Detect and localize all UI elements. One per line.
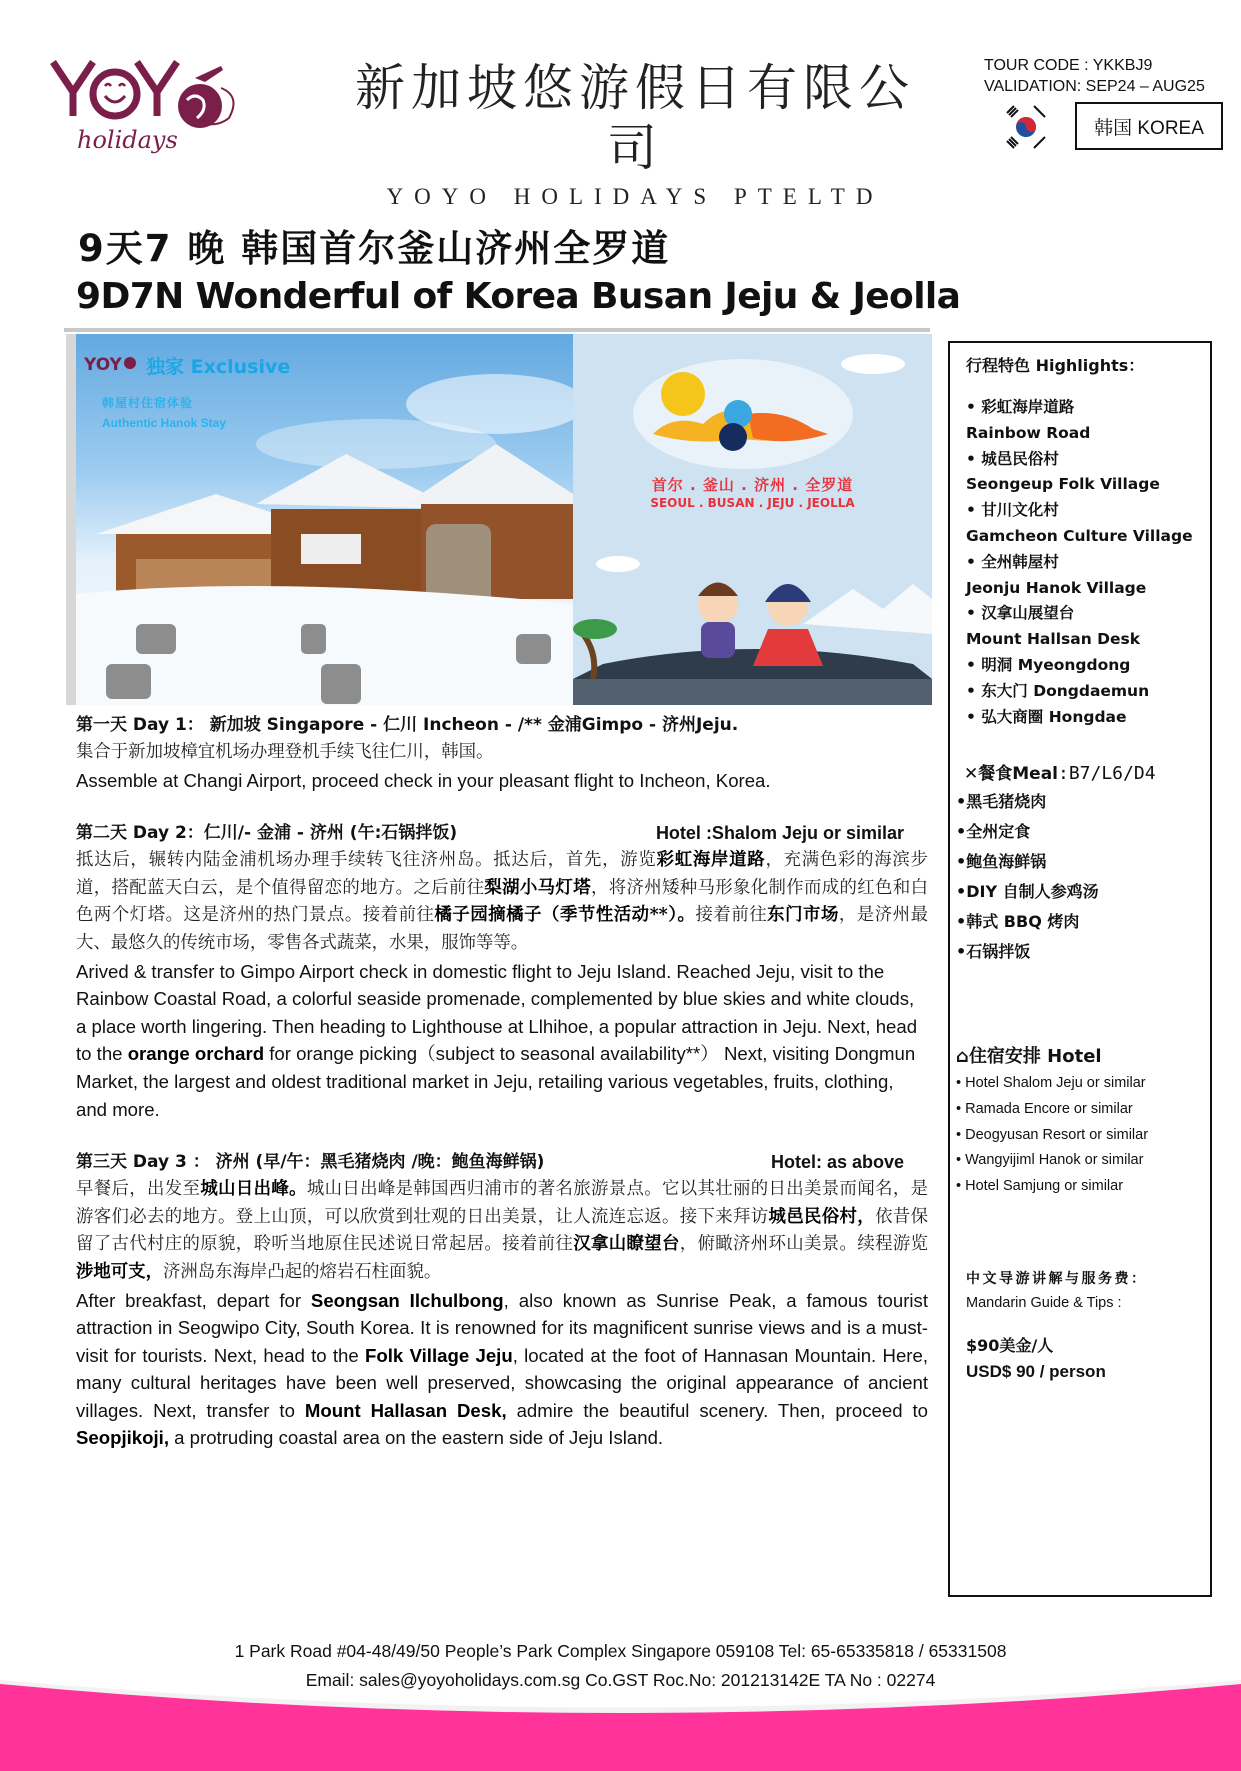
meal-item: •黑毛猪烧肉 [956, 792, 1047, 811]
emphasis-text: 梨湖小马灯塔 [484, 877, 591, 898]
day-1 [76, 712, 928, 794]
tour-code: TOUR CODE : YKKBJ9 [984, 57, 1153, 74]
guide-price-cn: $90美金/人 [966, 1336, 1054, 1355]
body-text: 济洲岛东海岸凸起的熔岩石柱面貌。 [162, 1261, 442, 1282]
body-text: After breakfast, depart for [76, 1289, 311, 1311]
footer-address: 1 Park Road #04-48/49/50 People’s Park Complex Singapore 059108 Tel: 65-65335818 / 65331508 [234, 1641, 1007, 1661]
exclusive-label: 独家 Exclusive [146, 355, 291, 378]
day-hotel: Hotel: as above [770, 1152, 904, 1173]
route-illustration [573, 334, 932, 705]
highlight-item: • 城邑民俗村 [966, 449, 1059, 468]
highlight-item: Gamcheon Culture Village [966, 526, 1193, 545]
body-text: ，充满色彩的海滨步道，搭配蓝天白云，是个值得留恋的地方。之后前往 [76, 850, 928, 898]
svg-text:holidays: holidays [77, 126, 178, 154]
meal-section [950, 761, 1210, 967]
meal-item: •韩式 BBQ 烤肉 [956, 912, 1080, 931]
highlight-item: Mount Hallsan Desk [966, 630, 1141, 649]
highlights-title: 行程特色 Highlights： [966, 356, 1145, 375]
hotel-item: • Hotel Shalom Jeju or similar [956, 1075, 1146, 1091]
hotel-item: • Deogyusan Resort or similar [956, 1126, 1149, 1143]
meal-item: •鲍鱼海鲜锅 [956, 852, 1047, 871]
itinerary [76, 712, 928, 1478]
day-title: 第三天 Day 3 ： 济州 (早/午：黑毛猪烧肉 /晚：鲍鱼海鲜锅) [76, 1152, 545, 1173]
body-text: 依昔保留了古代村庄的原貌，聆听当地原住民述说日常起居。接着前往 [76, 1206, 928, 1255]
day-desc-cn [76, 739, 928, 767]
day-title: 第二天 Day 2：仁川/- 金浦 - 济州 (午:石锅拌饭) [76, 823, 458, 844]
body-text: 抵达后，辗转内陆金浦机场办理手续转飞往济州岛。抵达后，首先，游览 [76, 850, 657, 871]
hotel-item: • Hotel Samjung or similar [956, 1178, 1124, 1195]
emphasis-text: 东门市场 [767, 905, 839, 926]
meal-title: ✕餐食Meal:B7/L6/D4 [964, 763, 1156, 784]
tour-title-cn: 9天7 晚 韩国首尔釜山济州全罗道 [78, 227, 671, 270]
highlight-item: • 甘川文化村 [966, 501, 1059, 520]
footer-email: Email: sales@yoyoholidays.com.sg Co.GST Roc.No: 201213142E TA No : 02274 [305, 1670, 936, 1690]
south-korea-flag-icon [1003, 104, 1049, 150]
body-text: Arived & transfer to Gimpo Airport check in domestic flight to Jeju Island. Reached Jeju, visit to the Rainbow Coastal Road, a colorful seaside promenade, complemented by blue skies and white clouds, a place worth lingering. Then heading to Lighthouse at Llhihoe, a popular attraction in Jeju. Next, head to the [76, 960, 918, 1065]
hanok-stay-en: Authentic Hanok Stay [102, 416, 227, 430]
highlight-item: • 东大门 Dongdaemun [966, 681, 1150, 700]
body-text: Assemble at Changi Airport, proceed check in your pleasant flight to Incheon, Korea. [76, 769, 771, 791]
day-heading [76, 712, 928, 739]
fork-knife-icon: ✕ [964, 764, 979, 784]
svg-text:YOY: YOY [84, 355, 122, 375]
sidebar-summary [948, 341, 1212, 1597]
highlight-item: • 汉拿山展望台 [966, 604, 1075, 623]
highlight-item: Jeonju Hanok Village [966, 578, 1147, 597]
day-desc-en [76, 958, 928, 1124]
tour-meta [984, 55, 1205, 97]
emphasis-text: 城邑民俗村， [768, 1206, 876, 1227]
highlight-item: • 明洞 Myeongdong [966, 655, 1131, 674]
exclusive-badge [84, 350, 290, 380]
emphasis-text: Folk Village Jeju [365, 1344, 513, 1366]
body-text: 集合于新加坡樟宜机场办理登机手续飞往仁川，韩国。 [76, 742, 494, 762]
validation-period: VALIDATION: SEP24 – AUG25 [984, 78, 1205, 95]
guide-price-en: USD$ 90 / person [966, 1362, 1106, 1381]
route-title-en: SEOUL . BUSAN . JEJU . JEOLLA [650, 496, 855, 510]
guide-tips-section [966, 1267, 1214, 1385]
route-title-cn: 首尔 . 釜山 . 济州 . 全罗道 [651, 476, 854, 494]
highlight-item: • 全州韩屋村 [966, 552, 1059, 571]
day-title: 第一天 Day 1： 新加坡 Singapore - 仁川 Incheon - /** 金浦Gimpo - 济州Jeju. [76, 715, 739, 735]
body-text: for orange picking（subject to seasonal availability**） Next, visiting Dongmun Market, the largest and oldest traditional market in Jeju, retailing various vegetables, fruits, clothing, and more. [76, 1043, 916, 1120]
day-desc-cn [76, 1176, 928, 1286]
house-icon: ⌂ [956, 1046, 969, 1067]
emphasis-text: 彩虹海岸道路 [656, 850, 766, 871]
hotel-title: ⌂住宿安排 Hotel [956, 1046, 1102, 1067]
highlight-item: Seongeup Folk Village [966, 475, 1160, 494]
day-desc-en [76, 1287, 928, 1453]
highlight-item: • 彩虹海岸道路 [966, 398, 1075, 416]
mini-logo-icon [84, 350, 138, 380]
day-heading [76, 820, 928, 847]
country-badge: 韩国 KOREA [1075, 102, 1223, 150]
highlights-list [966, 395, 1210, 730]
body-text: admire the beautiful scenery. Then, proceed to [506, 1399, 928, 1421]
meal-count: :B7/L6/D4 [1058, 763, 1156, 784]
meal-item: •全州定食 [956, 822, 1031, 841]
emphasis-text: 橘子园摘橘子（季节性活动**）。 [434, 905, 696, 926]
hotel-item: • Ramada Encore or similar [956, 1100, 1133, 1117]
emphasis-text: orange orchard [127, 1043, 265, 1065]
company-name-en: YOYO HOLIDAYS PTELTD [386, 184, 884, 209]
hanok-village-photo [76, 334, 573, 705]
company-name-cn: 新加坡悠游假日有限公司 [355, 59, 915, 177]
highlight-item: Rainbow Road [966, 423, 1091, 442]
emphasis-text: Seopjikoji, [76, 1427, 169, 1449]
hanok-stay-cn: 韩屋村住宿体验 [102, 396, 194, 410]
title-divider [64, 328, 930, 332]
emphasis-text: 汉拿山瞭望台 [573, 1234, 680, 1255]
tour-title-en: 9D7N Wonderful of Korea Busan Jeju & Jeolla [76, 276, 961, 317]
guide-tips-cn: 中文导游讲解与服务费： [966, 1271, 1148, 1287]
day-desc-en [76, 767, 928, 795]
day-desc-cn [76, 847, 928, 957]
body-text: 接着前往 [695, 905, 768, 926]
day-3 [76, 1149, 928, 1452]
body-text: , also known as Sunrise Peak, a famous tourist attraction in Seogwipo City, South Korea. It is renowned for its magnificent sunrise views and is a must-visit for tourists. Next, head to the [76, 1289, 929, 1366]
body-text: a protruding coastal area on the eastern side of Jeju Island. [169, 1427, 664, 1449]
body-text: 早餐后，出发至 [76, 1179, 201, 1200]
body-text: ，将济州矮种马形象化制作而成的红色和白色两个灯塔。这是济州的热门景点。接着前往 [76, 877, 928, 926]
body-text: ，是济州最大、最悠久的传统市场，零售各式蔬菜，水果，服饰等等。 [76, 905, 928, 953]
day-hotel: Hotel :Shalom Jeju or similar [655, 823, 904, 844]
meal-item: •石锅拌饭 [956, 942, 1031, 961]
highlight-item: • 弘大商圈 Hongdae [966, 707, 1127, 726]
footer-contact [0, 1637, 1241, 1695]
guide-tips-en: Mandarin Guide & Tips : [966, 1295, 1122, 1311]
day-2 [76, 820, 928, 1123]
hotel-item: • Wangyijiml Hanok or similar [956, 1152, 1144, 1169]
body-text: ，俯瞰济州环山美景。续程游览 [679, 1234, 928, 1255]
emphasis-text: Seongsan Ilchulbong [310, 1289, 504, 1311]
meal-item: •DIY 自制人参鸡汤 [956, 882, 1099, 901]
yoyo-holidays-logo [45, 48, 245, 160]
body-text: 城山日出峰是韩国西归浦市的著名旅游景点。它以其壮丽的日出美景而闻名，是游客们必去的地方。登上山顶，可以欣赏到壮观的日出美景，让人流连忘返。接下来拜访 [76, 1179, 928, 1227]
emphasis-text: Mount Hallasan Desk, [304, 1399, 507, 1421]
hero-banner [66, 334, 932, 705]
day-heading [76, 1149, 928, 1176]
emphasis-text: 涉地可支， [76, 1261, 163, 1282]
emphasis-text: 城山日出峰。 [200, 1179, 307, 1200]
hotel-section [950, 1043, 1210, 1200]
body-text: , located at the foot of Hannasan Mountain. Here, many cultural heritages have been well preserved, showcasing the original appearance of ancient villages. Next, transfer to [76, 1344, 928, 1421]
company-name [345, 58, 925, 210]
